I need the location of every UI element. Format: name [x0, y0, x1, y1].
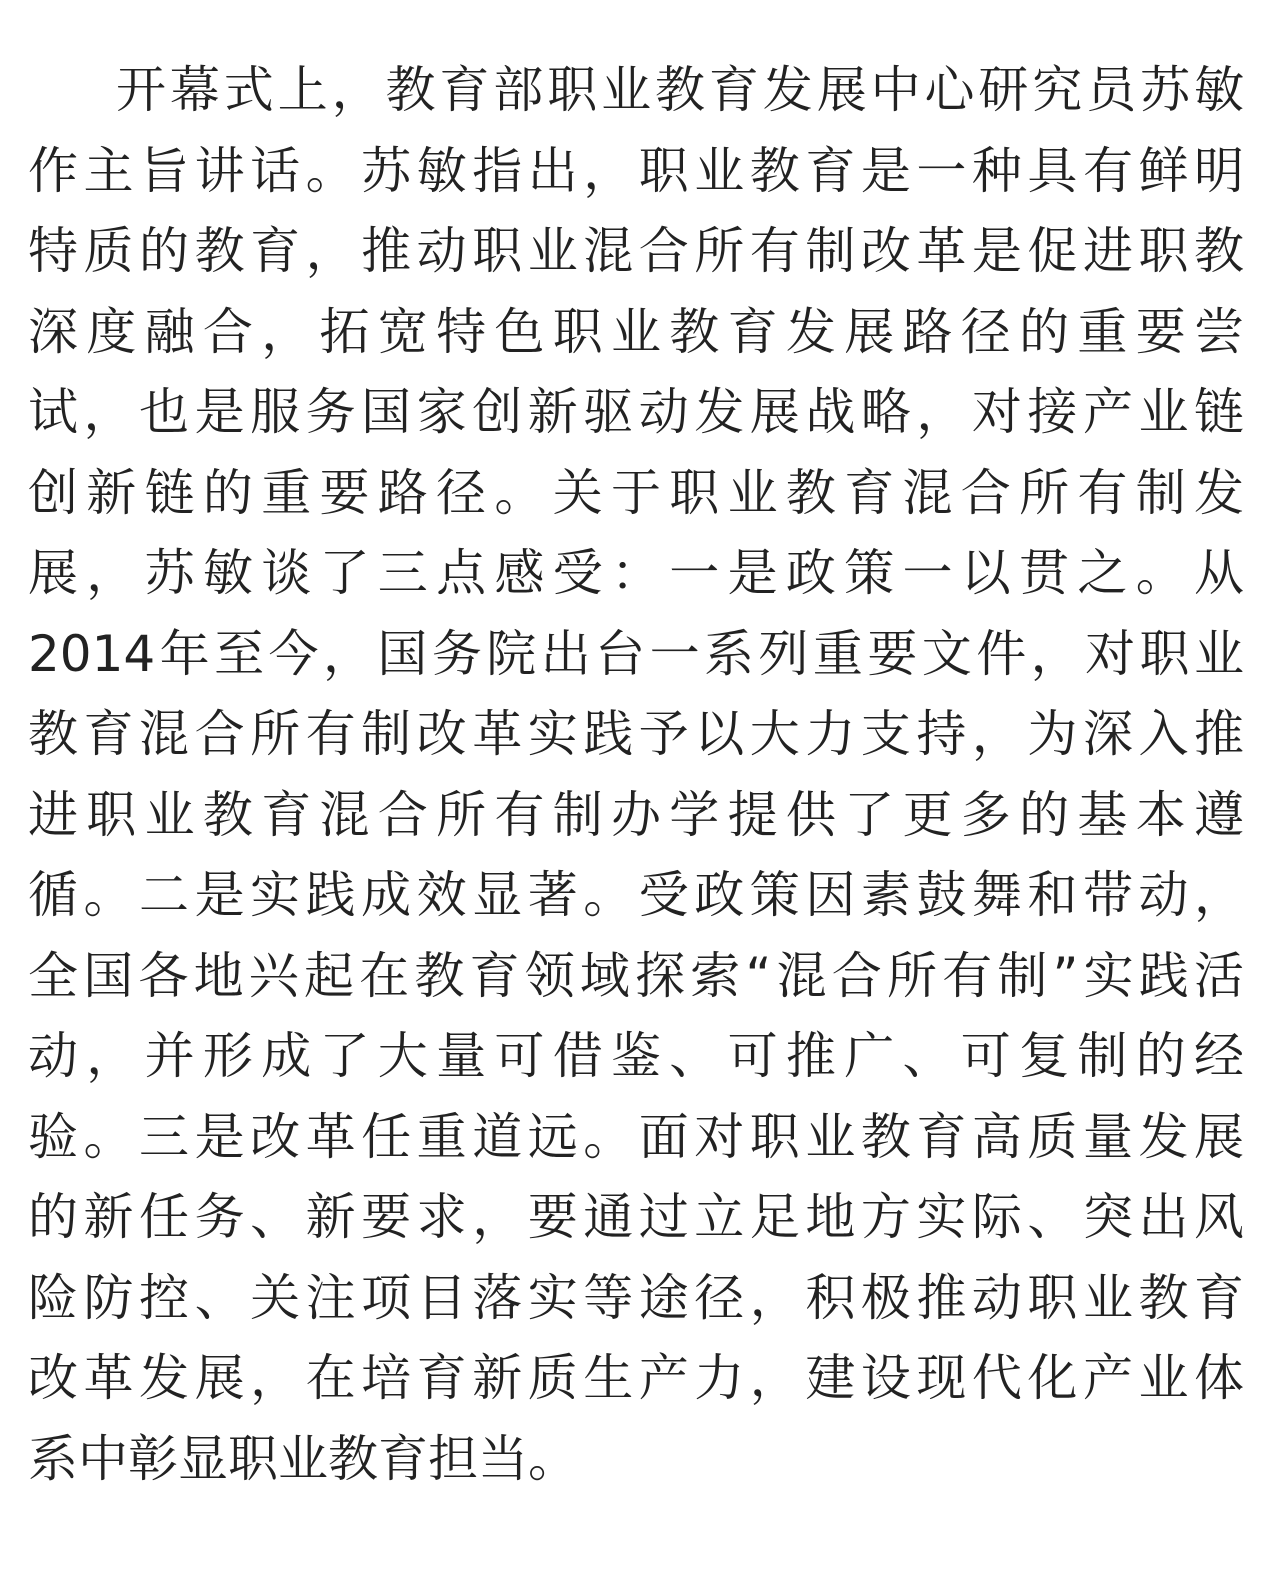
paragraph-line: 深度融合，拓宽特色职业教育发展路径的重要尝 — [28, 302, 1244, 361]
paragraph-line: 特质的教育，推动职业混合所有制改革是促进职教 — [28, 222, 1244, 280]
paragraph-line: 开幕式上，教育部职业教育发展中心研究员苏敏 — [116, 61, 1244, 119]
paragraph-line: 创新链的重要路径。关于职业教育混合所有制发 — [28, 463, 1244, 522]
paragraph-line: 教育混合所有制改革实践予以大力支持，为深入推 — [28, 705, 1244, 763]
paragraph-line: 验。三是改革任重道远。面对职业教育高质量发展 — [28, 1107, 1244, 1166]
paragraph-line: 改革发展，在培育新质生产力，建设现代化产业体 — [28, 1349, 1244, 1407]
paragraph-line: 进职业教育混合所有制办学提供了更多的基本遵 — [28, 785, 1244, 844]
paragraph-line: 循。二是实践成效显著。受政策因素鼓舞和带动， — [28, 866, 1244, 924]
paragraph-line: 全国各地兴起在教育领域探索“混合所有制”实践活 — [28, 946, 1244, 1005]
paragraph-line: 险防控、关注项目落实等途径，积极推动职业教育 — [28, 1268, 1244, 1327]
paragraph-line: 系中彰显职业教育担当。 — [28, 1429, 578, 1488]
paragraph-line: 动，并形成了大量可借鉴、可推广、可复制的经 — [28, 1027, 1244, 1085]
paragraph-line: 展，苏敏谈了三点感受：一是政策一以贯之。从 — [28, 544, 1244, 602]
paragraph-line: 作主旨讲话。苏敏指出，职业教育是一种具有鲜明 — [28, 141, 1244, 200]
article-paragraph — [28, 50, 1244, 1499]
paragraph-line: 2014年至今，国务院出台一系列重要文件，对职业 — [28, 624, 1244, 683]
paragraph-line: 的新任务、新要求，要通过立足地方实际、突出风 — [28, 1188, 1244, 1246]
paragraph-line: 试，也是服务国家创新驱动发展战略，对接产业链 — [28, 383, 1244, 441]
